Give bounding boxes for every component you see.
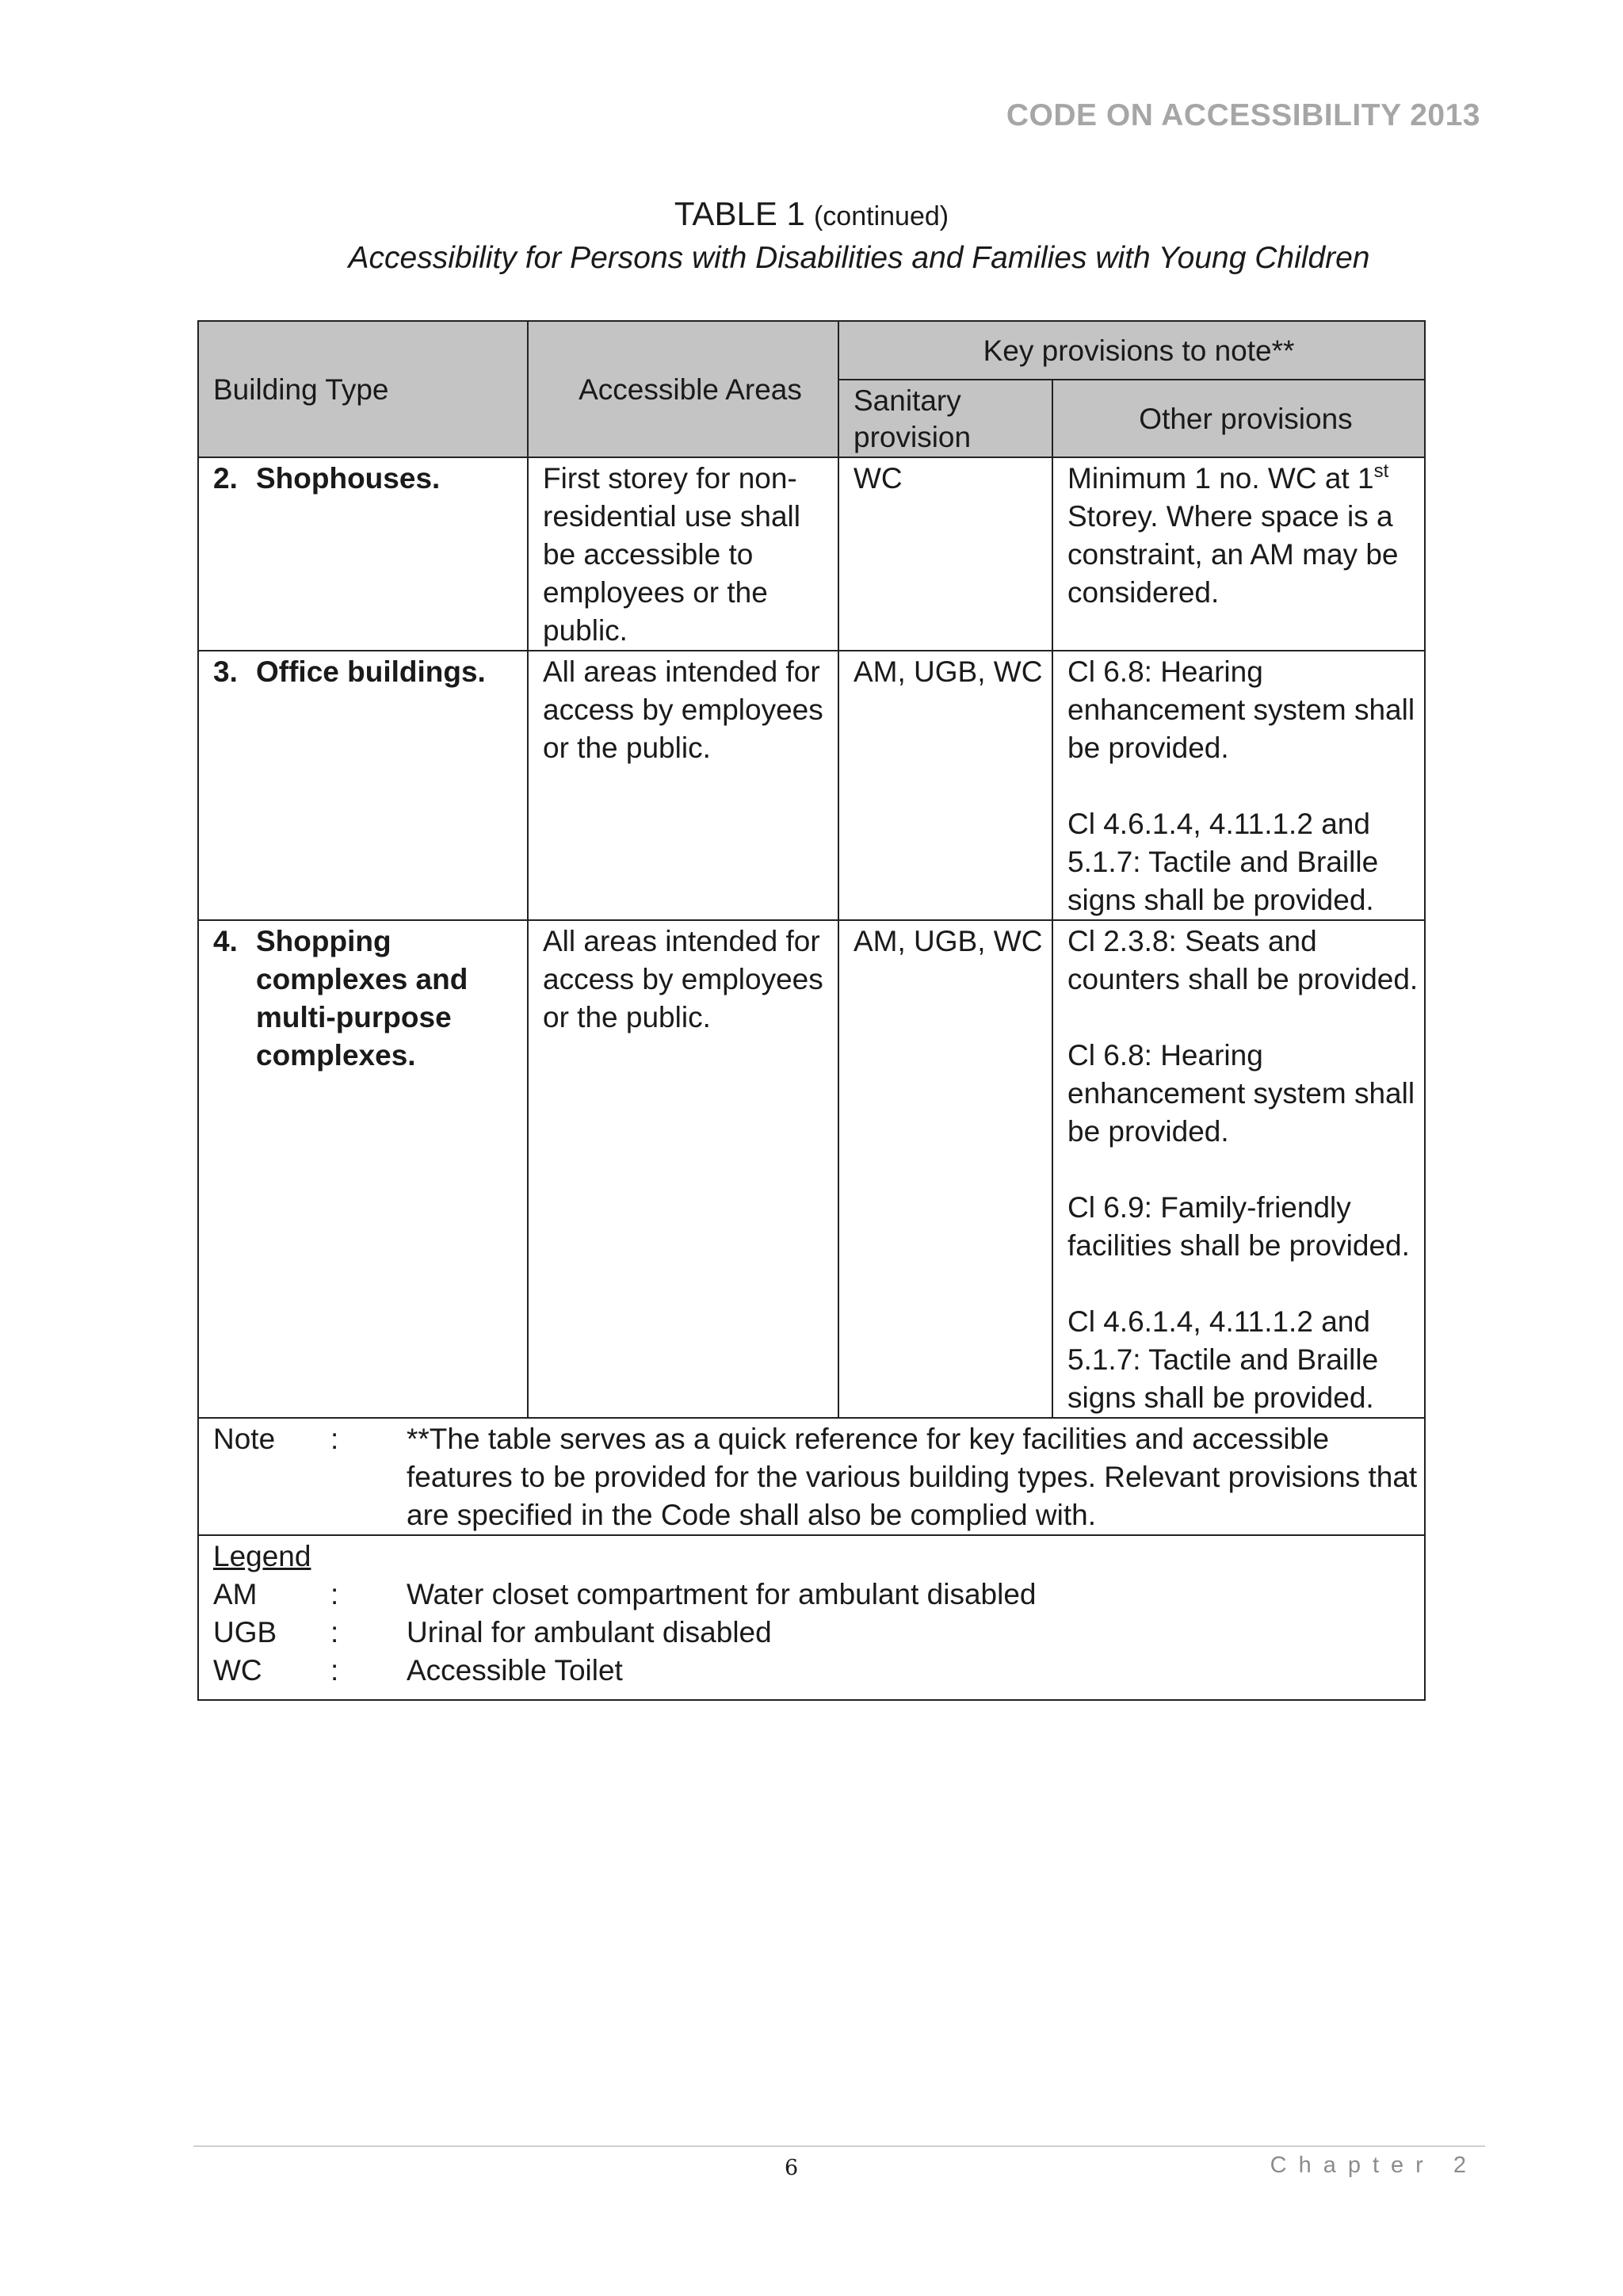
table-caption — [0, 195, 1623, 276]
building-type-cell — [198, 457, 528, 651]
legend-colon: : — [330, 1616, 339, 1648]
table-continued-label: (continued) — [813, 201, 949, 231]
other-provisions-cell — [1052, 920, 1425, 1418]
header-key-provisions: Key provisions to note** — [838, 321, 1425, 380]
other-provisions-cell — [1052, 457, 1425, 651]
legend-abbr: AM — [213, 1578, 258, 1610]
legend-desc: Accessible Toilet — [407, 1654, 623, 1687]
legend-colon: : — [330, 1654, 339, 1687]
table-subtitle: Accessibility for Persons with Disabilities and Families with Young Children — [348, 241, 1370, 275]
note-label: Note — [213, 1423, 276, 1455]
provision-text: Storey. Where space is a constraint, an AM may be considered. — [1067, 500, 1399, 609]
header-other-provisions: Other provisions — [1052, 380, 1425, 457]
chapter-label: Chapter 2 — [1270, 2153, 1478, 2178]
footer-divider — [193, 2145, 1485, 2147]
table-label: TABLE 1 — [674, 195, 805, 232]
accessible-areas-cell: First storey for non-residential use shall be accessible to employees or the public. — [528, 457, 838, 651]
table-row — [198, 651, 1425, 920]
legend-desc: Urinal for ambulant disabled — [407, 1616, 772, 1648]
legend-row — [198, 1535, 1425, 1700]
ordinal-suffix: st — [1373, 460, 1389, 482]
page-number: 6 — [785, 2156, 799, 2180]
legend-cell — [198, 1535, 1425, 1700]
table-row — [198, 920, 1425, 1418]
building-type-cell — [198, 651, 528, 920]
other-provisions-cell — [1052, 651, 1425, 920]
header-building-type: Building Type — [198, 321, 528, 457]
accessible-areas-cell: All areas intended for access by employees or the public. — [528, 651, 838, 920]
legend-title: Legend — [213, 1540, 311, 1572]
header-accessible-areas: Accessible Areas — [528, 321, 838, 457]
building-type-name: Shophouses. — [256, 462, 441, 495]
legend-item — [213, 1576, 1424, 1614]
table-caption-heading — [0, 195, 1623, 233]
legend-colon: : — [330, 1578, 339, 1610]
legend-abbr: WC — [213, 1654, 262, 1687]
sanitary-provision-cell: WC — [838, 457, 1052, 651]
accessibility-table — [197, 320, 1426, 1701]
provision-paragraph: Cl 4.6.1.4, 4.11.1.2 and 5.1.7: Tactile and Braille signs shall be provided. — [1067, 808, 1379, 916]
note-text: **The table serves as a quick reference for key facilities and accessible features to be provided for the various building types. Relevant provisions that are specified in the Code shall also be complied with. — [407, 1423, 1418, 1531]
provision-paragraph: Cl 2.3.8: Seats and counters shall be provided. — [1067, 925, 1419, 995]
row-number: 3. — [213, 655, 238, 688]
legend-item — [213, 1614, 1424, 1652]
note-colon: : — [330, 1423, 339, 1455]
note-row — [198, 1418, 1425, 1535]
building-type-name: Office buildings. — [256, 655, 486, 688]
table-row — [198, 457, 1425, 651]
building-type-cell — [198, 920, 528, 1418]
note-cell — [198, 1418, 1425, 1535]
accessible-areas-cell: All areas intended for access by employees or the public. — [528, 920, 838, 1418]
row-number: 4. — [213, 925, 238, 957]
provision-paragraph: Cl 6.9: Family-friendly facilities shall be provided. — [1067, 1191, 1410, 1262]
sanitary-provision-cell: AM, UGB, WC — [838, 651, 1052, 920]
header-sanitary-provision: Sanitary provision — [838, 380, 1052, 457]
provision-paragraph: Cl 4.6.1.4, 4.11.1.2 and 5.1.7: Tactile and Braille signs shall be provided. — [1067, 1305, 1379, 1414]
provision-text: Minimum 1 no. WC at 1 — [1067, 462, 1374, 495]
legend-item — [213, 1652, 1424, 1690]
provision-paragraph: Cl 6.8: Hearing enhancement system shall be provided. — [1067, 655, 1415, 764]
running-header-title: CODE ON ACCESSIBILITY 2013 — [1006, 98, 1480, 132]
building-type-name: Shopping complexes and multi-purpose complexes. — [256, 925, 468, 1072]
legend-desc: Water closet compartment for ambulant disabled — [407, 1578, 1037, 1610]
row-number: 2. — [213, 462, 238, 495]
sanitary-provision-cell: AM, UGB, WC — [838, 920, 1052, 1418]
legend-abbr: UGB — [213, 1616, 277, 1648]
provision-paragraph: Cl 6.8: Hearing enhancement system shall be provided. — [1067, 1039, 1415, 1148]
